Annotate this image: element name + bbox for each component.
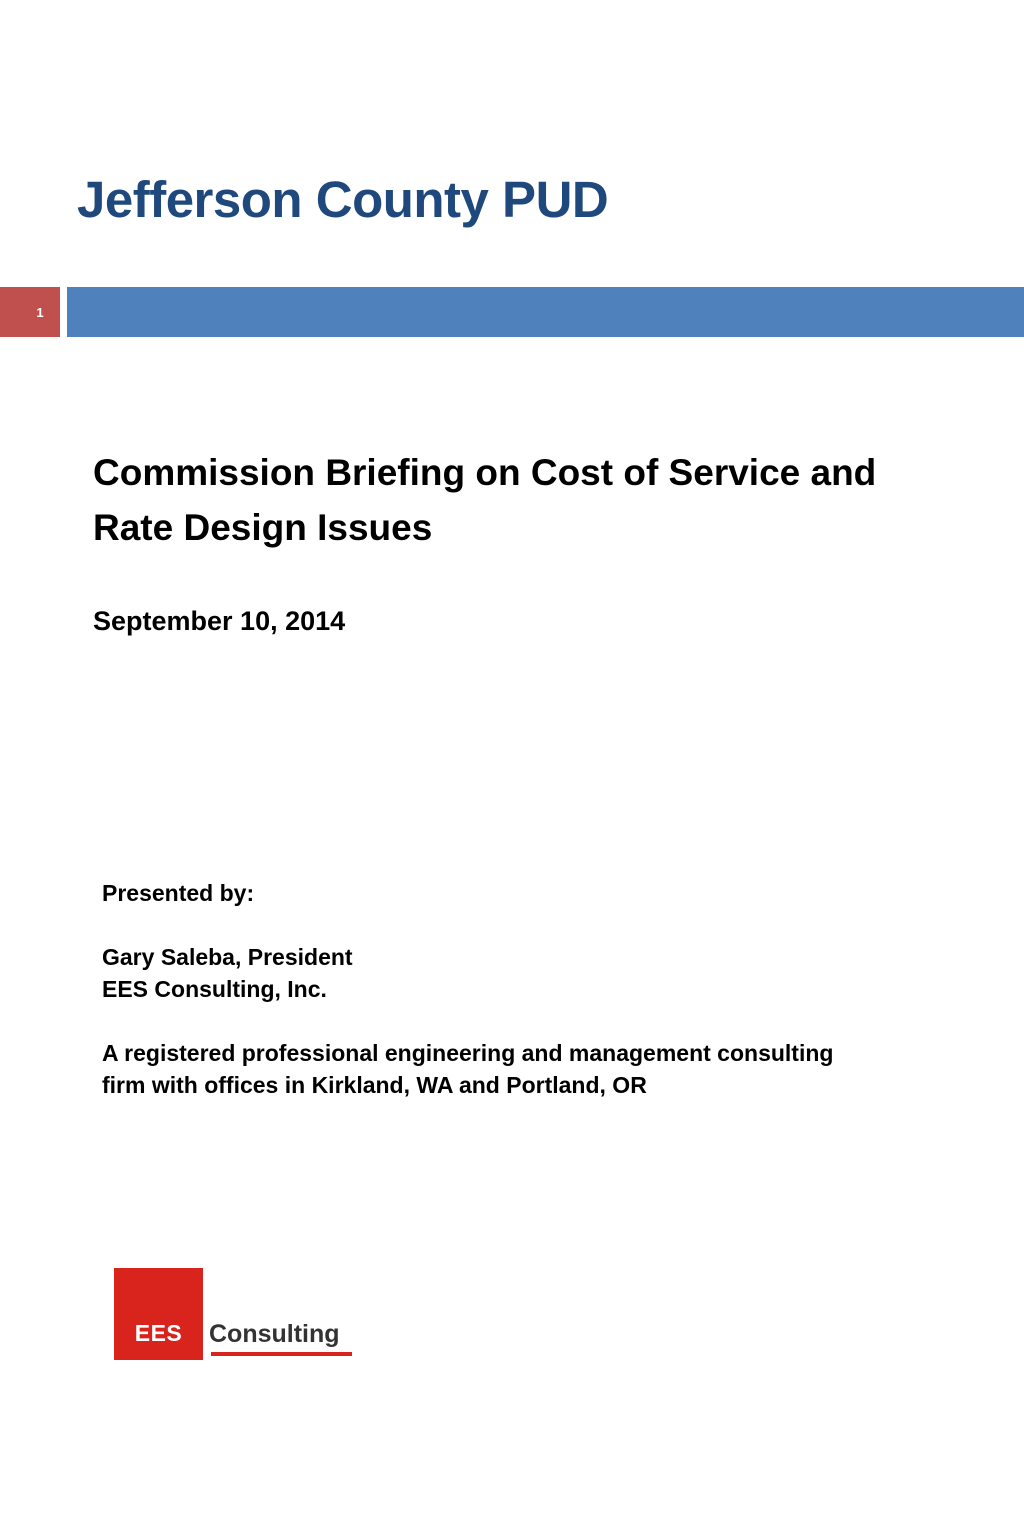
presenter-company: EES Consulting, Inc.	[102, 976, 327, 1002]
company-description-line-1: A registered professional engineering and management consulting	[102, 1040, 834, 1066]
ees-consulting-logo	[114, 1268, 354, 1360]
presenter-name: Gary Saleba, President	[102, 944, 353, 970]
logo-mark-text: EES	[134, 1320, 183, 1346]
header-band	[67, 287, 1024, 337]
logo-underline	[211, 1352, 352, 1356]
presentation-title: Jefferson County PUD	[77, 171, 609, 228]
company-description-line-2: firm with offices in Kirkland, WA and Portland, OR	[102, 1072, 647, 1098]
slide-number-badge: 1	[0, 287, 60, 337]
briefing-subtitle: Commission Briefing on Cost of Service and Rate Design Issues	[93, 452, 877, 548]
spacer	[102, 1005, 942, 1037]
spacer	[102, 909, 942, 941]
presenter-block	[102, 877, 942, 1101]
presentation-date: September 10, 2014	[93, 606, 346, 636]
presented-by-heading: Presented by:	[102, 880, 255, 906]
logo-wordmark: Consulting	[209, 1320, 340, 1348]
